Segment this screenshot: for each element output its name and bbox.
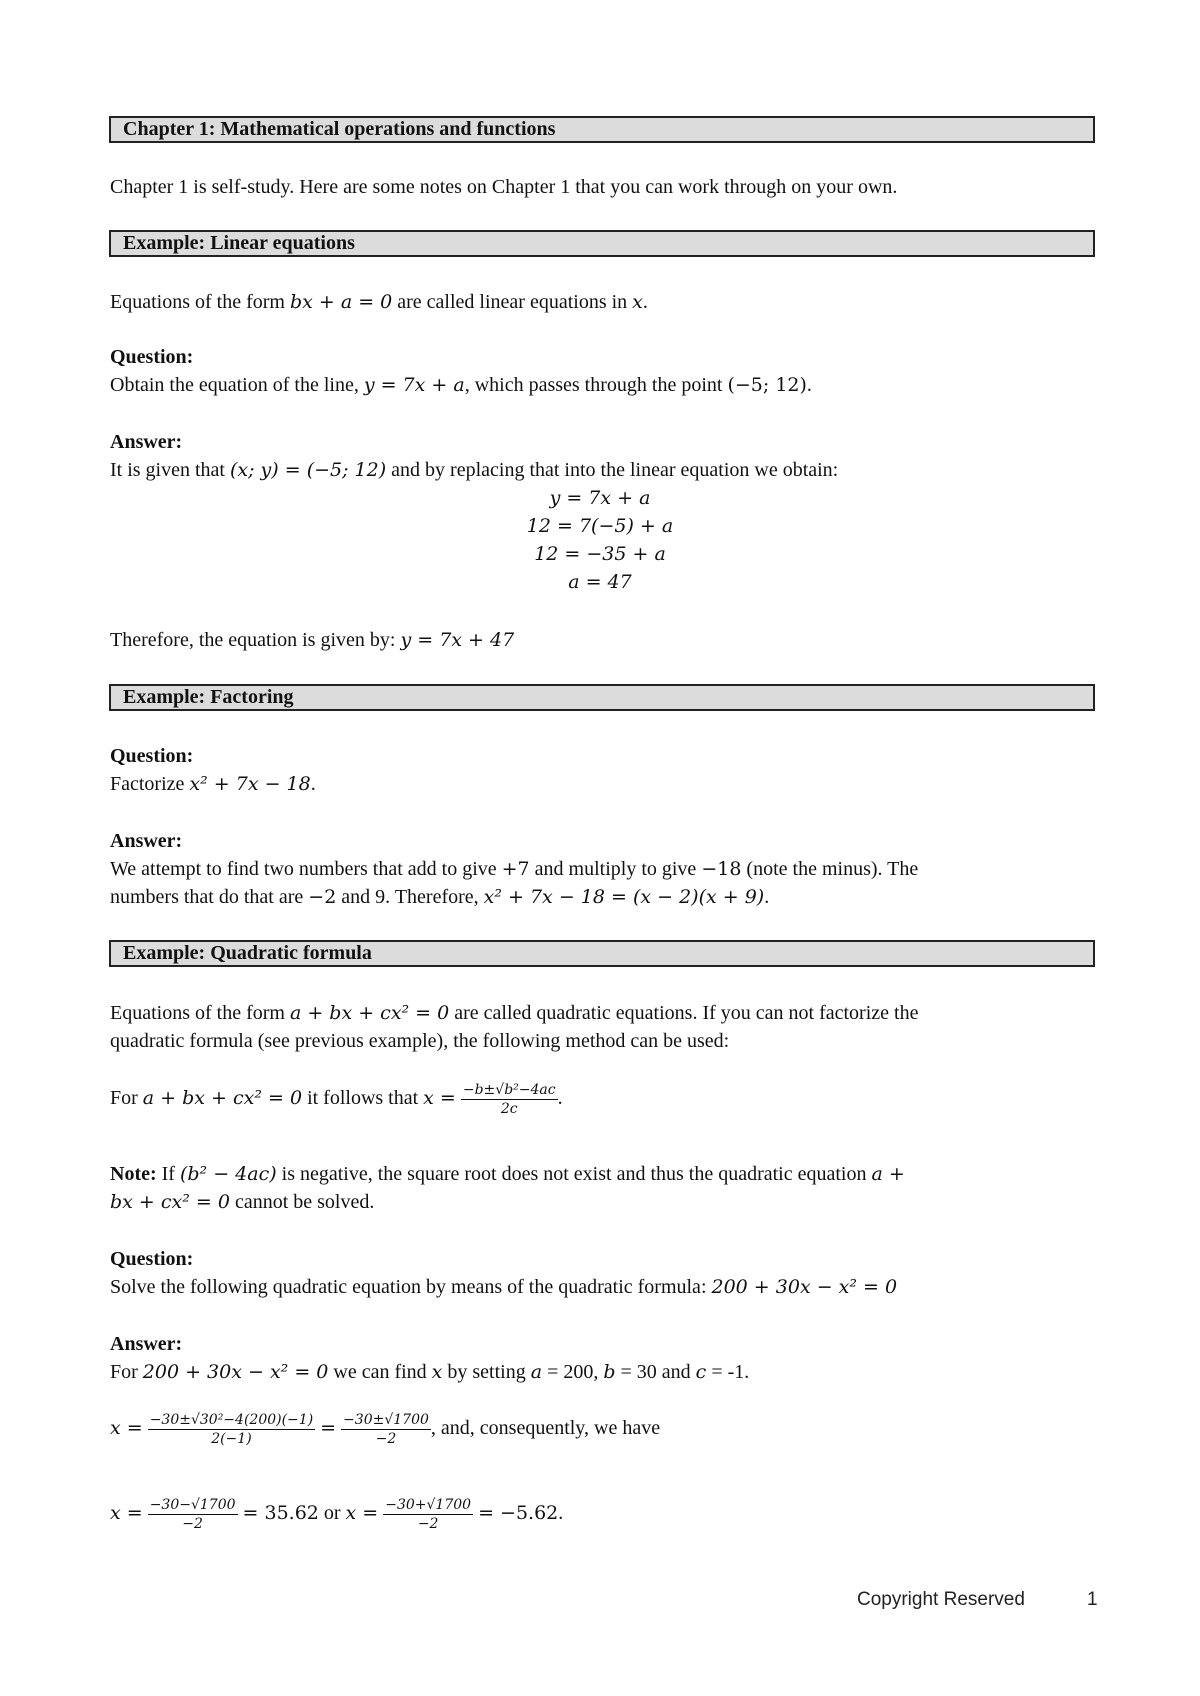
quadratic-solution-line-2: x = $\frac{-30-√1700}{-2}$ = 35.62 or x = $\frac{-30+√1700}{-2}$ = −5.62. [110,1497,564,1532]
solution-fraction-1: $\frac{\text{−30±√30²−4(200)(−1)}}{2(-1)}$ [149,1412,314,1447]
quadratic-formula: For a + bx + cx² = 0 it follows that x = $\frac{\text{−b±√b²−4ac}}{2c}$ . [110,1082,563,1117]
quadratic-formula-fraction: $\frac{\text{−b±√b²−4ac}}{2c}$ [462,1082,556,1117]
copyright-footer: Copyright Reserved [857,1589,1025,1610]
quadratic-solution-line-1: x = $\frac{\text{−30±√30²−4(200)(−1)}}{2(-1)}$ = $\frac{-30\pm√1700}{-2}$ , and, consequently, we have [110,1412,661,1447]
linear-conclusion: Therefore, the equation is given by: y = 7x + 47 [110,629,515,651]
linear-definition: Equations of the form bx + a = 0 are called linear equations in x. [110,291,648,313]
quadratic-answer-label: Answer: [110,1333,183,1355]
quadratic-question-text: Solve the following quadratic equation by means of the quadratic formula: 200 + 30x − x² = 0 [110,1276,898,1298]
quadratic-question-label: Question: [110,1248,194,1270]
solution-fraction-3: $\frac{-30-√1700}{-2}$ [149,1497,236,1532]
quadratic-note-line-1: Note: If (b² − 4ac) is negative, the square root does not exist and thus the quadratic equation a + [110,1163,905,1185]
linear-step-2: 12 = 7(−5) + a [526,515,674,537]
linear-answer-label: Answer: [110,431,183,453]
solution-fraction-2: $\frac{-30\pm√1700}{-2}$ [343,1412,429,1447]
page-number: 1 [1087,1589,1098,1610]
factoring-question-text: Factorize x² + 7x − 18. [110,773,316,795]
quadratic-definition-line-1: Equations of the form a + bx + cx² = 0 are called quadratic equations. If you can not factorize the [110,1002,919,1024]
linear-step-3: 12 = −35 + a [534,543,666,565]
intro-text: Chapter 1 is self-study. Here are some notes on Chapter 1 that you can work through on your own. [110,176,898,198]
linear-step-1: y = 7x + a [549,487,651,509]
linear-heading: Example: Linear equations [109,230,1095,257]
quadratic-heading: Example: Quadratic formula [109,940,1095,967]
linear-step-4: a = 47 [568,571,632,593]
factoring-question-label: Question: [110,745,194,767]
quadratic-definition-line-2: quadratic formula (see previous example), the following method can be used: [110,1030,730,1052]
factoring-answer-line-1: We attempt to find two numbers that add to give +7 and multiply to give −18 (note the minus). The [110,858,919,880]
chapter-heading: Chapter 1: Mathematical operations and functions [109,116,1095,143]
factoring-heading: Example: Factoring [109,684,1095,711]
quadratic-note-line-2: bx + cx² = 0 cannot be solved. [110,1191,375,1213]
linear-answer-text: It is given that (x; y) = (−5; 12) and by replacing that into the linear equation we obtain: [110,459,839,481]
linear-question-label: Question: [110,346,194,368]
factoring-answer-label: Answer: [110,830,183,852]
solution-fraction-4: $\frac{-30+√1700}{-2}$ [385,1497,472,1532]
linear-question-text: Obtain the equation of the line, y = 7x + a, which passes through the point (−5; 12). [110,374,812,396]
quadratic-answer-text: For 200 + 30x − x² = 0 we can find x by setting a = 200, b = 30 and c = -1. [110,1361,750,1383]
factoring-answer-line-2: numbers that do that are −2 and 9. Therefore, x² + 7x − 18 = (x − 2)(x + 9). [110,886,770,908]
